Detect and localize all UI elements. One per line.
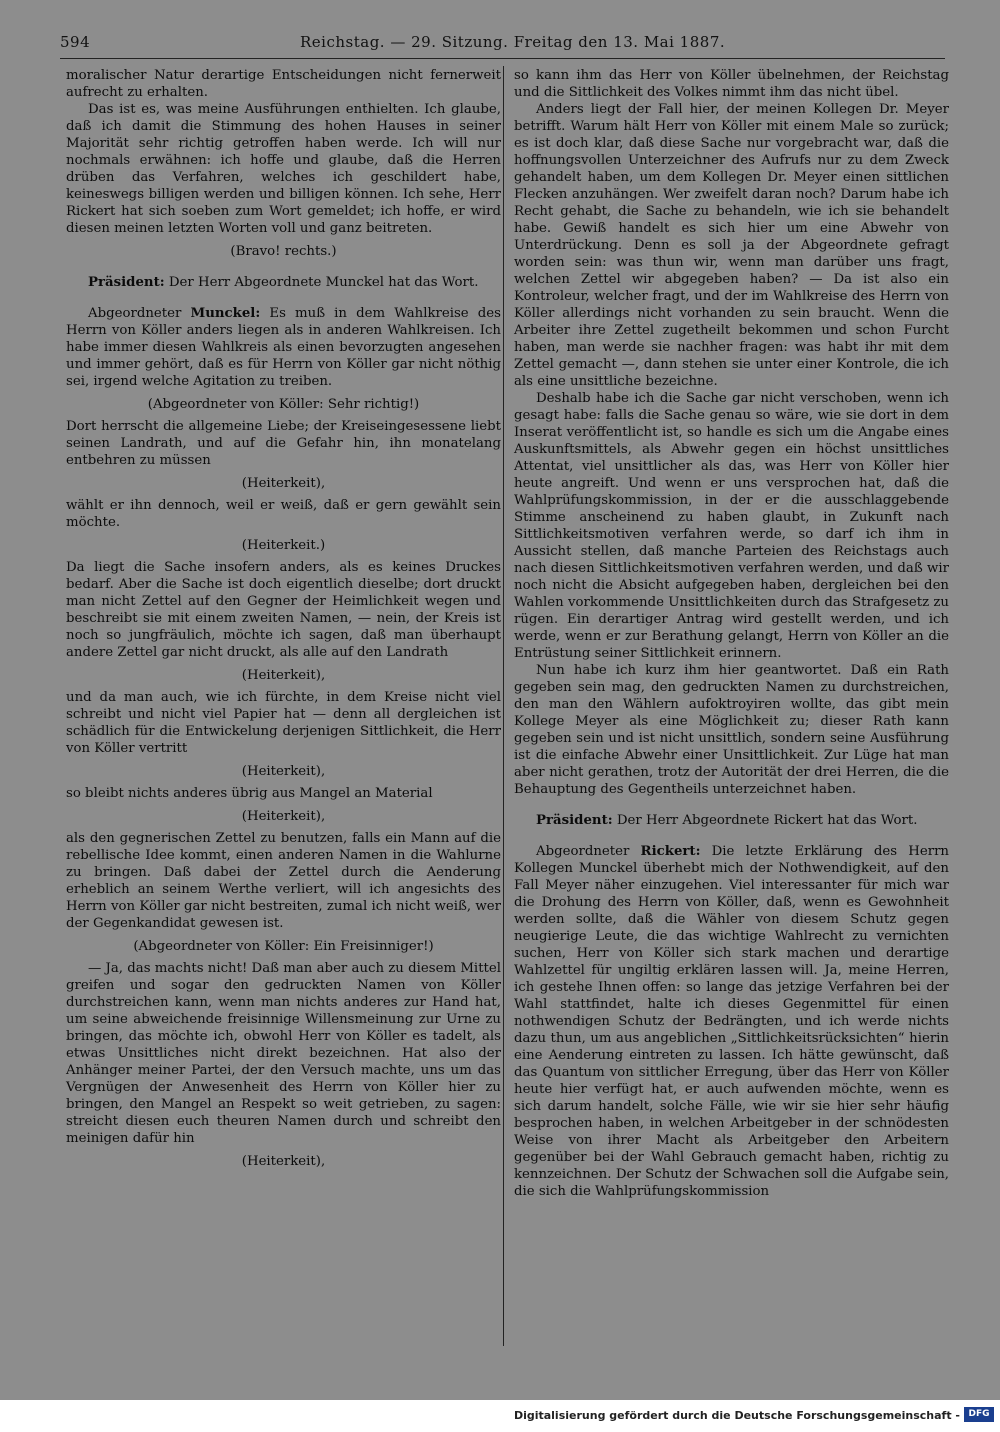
interjection: (Bravo! rechts.) [230, 244, 337, 259]
body-paragraph: und da man auch, wie ich fürchte, in dem Kreise nicht viel schreibt und nicht viel Papier hat — denn all dergleichen ist schädlich für die Entwickelung derjenigen Sittlichkeit, die Herr von Köller vertritt [66, 690, 501, 756]
speech-text: Der Herr Abgeordnete Munckel hat das Wort. [164, 275, 479, 290]
interjection: (Abgeordneter von Köller: Ein Freisinniger!) [133, 939, 434, 954]
header-rule [60, 58, 945, 59]
body-paragraph: Deshalb habe ich die Sache gar nicht verschoben, wenn ich gesagt habe: falls die Sache genau so wäre, wie sie dort in dem Inserat veröffentlicht ist, so handle es sich um die Angabe eines Auskunftsmittels, als Abwehr gegen ein höchst unsittliches Attentat, viel unsittlicher als das, was Herr von Köller hier heute angreift. Und wenn er uns versprochen hat, daß die Wahlprüfungskommission, in der er die ausschlaggebende Stimme anscheinend zu haben glaubt, in Zukunft nach Sittlichkeitsmotiven verfahren werde, so darf ich ihm in Aussicht stellen, daß manche Parteien des Reichstags auch nach diesen Sittlichkeitsmotiven verfahren werden, und daß wir noch nicht die Absicht aufgegeben haben, dergleichen bei den Wahlen vorkommende Unsittlichkeiten durch das Strafgesetz zu rügen. Ein derartiger Antrag wird gestellt werden, und ich werde, wenn er zur Berathung gelangt, Herrn von Köller an die Entrüstung seiner Sittlichkeit erinnern. [514, 391, 949, 661]
interjection: (Heiterkeit), [241, 809, 326, 824]
speaker-paragraph [66, 305, 501, 390]
interjection: (Abgeordneter von Köller: Sehr richtig!) [147, 397, 420, 412]
column-divider [503, 66, 504, 1346]
speaker-paragraph [66, 274, 501, 291]
interjection: (Heiterkeit.) [241, 538, 326, 553]
page-header [60, 33, 945, 55]
speaker-name: Rickert: [640, 844, 701, 859]
body-paragraph: Dort herrscht die allgemeine Liebe; der Kreiseingesessene liebt seinen Landrath, und auf die Gefahr hin, ihn monatelang entbehren zu müssen [66, 419, 501, 468]
page-number: 594 [60, 33, 91, 51]
speaker-name: Präsident: [88, 275, 165, 290]
body-paragraph: wählt er ihn dennoch, weil er weiß, daß er gern gewählt sein möchte. [66, 498, 501, 530]
speaker-name: Präsident: [536, 813, 613, 828]
footer-bar [0, 1400, 1000, 1432]
speech-text: Der Herr Abgeordnete Rickert hat das Wort. [612, 813, 918, 828]
funding-credit: Digitalisierung gefördert durch die Deutsche Forschungsgemeinschaft - [513, 1409, 960, 1422]
body-paragraph: als den gegnerischen Zettel zu benutzen, falls ein Mann auf die rebellische Idee kommt, einen anderen Namen in die Wahlurne zu bringen. Daß dabei der Zettel durch die Aenderung erheblich an seinem Werthe verliert, will ich angesichts des Herrn von Köller gar nicht bestreiten, zumal ich nicht weiß, wer der Gegenkandidat gewesen ist. [66, 831, 501, 931]
speech-text: Es muß in dem Wahlkreise des Herrn von Köller anders liegen als in anderen Wahlkreisen. Ich habe immer diesen Wahlkreis als einen bevorzugten angesehen und immer gehört, daß es für Herrn von Köller gar nicht nöthig sei, irgend welche Agitation zu treiben. [66, 306, 501, 389]
interjection: (Heiterkeit), [241, 1154, 326, 1169]
speaker-title: Abgeordneter [88, 306, 191, 321]
interjection: (Heiterkeit), [241, 764, 326, 779]
left-column [66, 67, 501, 1175]
body-paragraph: Da liegt die Sache insofern anders, als es keines Druckes bedarf. Aber die Sache ist doch eigentlich dieselbe; dort druckt man nicht Zettel auf den Gegner der Heimlichkeit wegen und beschreibt sie mit einem zweiten Namen, — nein, der Kreis ist noch so jungfräulich, möchte ich sagen, daß man überhaupt andere Zettel gar nicht druckt, als alle auf den Landrath [66, 560, 501, 660]
dfg-logo: DFG [964, 1407, 994, 1422]
speech-text: Die letzte Erklärung des Herrn Kollegen Munckel überhebt mich der Nothwendigkeit, auf den Fall Meyer näher einzugehen. Viel interessanter für mich war die Drohung des Herrn von Köller, daß, wenn es Gewohnheit werden sollte, daß die Wähler von diesem Schutz gegen neugierige Leute, die das wichtige Wahlrecht zu vernichten suchen, Herr von Köller sich stark machen und derartige Wahlzettel für ungiltig erklären lassen will. Ja, meine Herren, ich gestehe Ihnen offen: so lange das jetzige Verfahren bei der Wahl stattfindet, halte ich dieses Gegenmittel für einen nothwendigen Schutz der Bedrängten, und ich werde nichts dazu thun, um aus angeblichen „Sittlichkeitsrücksichten“ hierin eine Aenderung eintreten zu lassen. Ich hätte gewünscht, daß das Quantum von sittlicher Erregung, über das Herr von Köller heute hier verfügt hat, er auch aufwenden möchte, wenn es sich darum handelt, solche Fälle, wie wir sie hier sehr häufig besprochen haben, in welchen Arbeitgeber in der schnödesten Weise von ihrer Macht als Arbeitgeber den Arbeitern gegenüber bei der Wahl Gebrauch gemacht haben, richtig zu kennzeichnen. Der Schutz der Schwachen soll die Aufgabe sein, die sich die Wahlprüfungskommission [514, 844, 949, 1199]
interjection: (Heiterkeit), [241, 476, 326, 491]
interjection: (Heiterkeit), [241, 668, 326, 683]
body-paragraph: so bleibt nichts anderes übrig aus Mangel an Material [66, 786, 433, 801]
speaker-title: Abgeordneter [536, 844, 641, 859]
body-paragraph: moralischer Natur derartige Entscheidungen nicht fernerweit aufrecht zu erhalten. [66, 68, 501, 100]
body-paragraph: so kann ihm das Herr von Köller übelnehmen, der Reichstag und die Sittlichkeit des Volkes nimmt ihm das nicht übel. [514, 68, 949, 100]
body-paragraph: Das ist es, was meine Ausführungen enthielten. Ich glaube, daß ich damit die Stimmung des hohen Hauses in seiner Majorität sehr richtig getroffen haben werde. Ich will nur nochmals erwähnen: ich hoffe und glaube, daß die Herren drüben das Verfahren, welches ich geschildert habe, keineswegs billigen werden und billigen können. Ich sehe, Herr Rickert hat sich soeben zum Wort gemeldet; ich hoffe, er wird diesen meinen letzten Worten voll und ganz beitreten. [66, 102, 501, 236]
speaker-paragraph [514, 843, 949, 1200]
body-paragraph: Nun habe ich kurz ihm hier geantwortet. Daß ein Rath gegeben sein mag, den gedruckten Namen zu durchstreichen, den man den Wählern aufoktroyiren wollte, das gibt mein Kollege Meyer als eine Möglichkeit zu; dieser Rath kann gegeben sein und ist nicht unsittlich, sondern seine Ausführung ist die einfache Abwehr einer Unsittlichkeit. Zur Lüge hat man aber nicht gerathen, trotz der Autorität der drei Herren, die die Behauptung des Gegentheils unterzeichnet haben. [514, 663, 949, 797]
speaker-paragraph [514, 812, 949, 829]
body-paragraph: Anders liegt der Fall hier, der meinen Kollegen Dr. Meyer betrifft. Warum hält Herr von Köller mit einem Male so zurück; es ist doch klar, daß diese Sache nur vorgebracht war, daß die hoffnungsvollen Unterzeichner des Aufrufs nur zu dem Zweck gehandelt haben, um dem Kollegen Dr. Meyer einen sittlichen Flecken anzuhängen. Wer zweifelt daran noch? Darum habe ich Recht gehabt, die Sache zu behandeln, wie ich sie behandelt habe. Gewiß handelt es sich hier um eine Abwehr von Unterdrückung. Denn es soll ja der Abgeordnete gefragt worden sein: was thun wir, wenn man darüber uns fragt, welchen Zettel wir abgegeben haben? — Da ist also ein Kontroleur, welcher fragt, und der im Wahlkreise des Herrn von Köller allerdings nicht vorhanden zu sein braucht. Wenn die Arbeiter ihre Zettel zugetheilt bekommen und schon Furcht haben, man werde sie nachher fragen: was habt ihr mit dem Zettel gemacht —, dann stehen sie unter einer Kontrole, die ich als eine unsittliche bezeichne. [514, 102, 949, 389]
speaker-name: Munckel: [190, 306, 261, 321]
running-title: Reichstag. — 29. Sitzung. Freitag den 13. Mai 1887. [300, 33, 726, 51]
body-paragraph: — Ja, das machts nicht! Daß man aber auch zu diesem Mittel greifen und sogar den gedruckten Namen von Köller durchstreichen kann, wenn man nichts anderes zur Hand hat, um seine abweichende freisinnige Willensmeinung zur Urne zu bringen, das möchte ich, obwohl Herr von Köller es tadelt, als etwas Unsittliches nicht direkt bezeichnen. Hat also der Anhänger meiner Partei, der den Versuch machte, uns um das Vergnügen der Anwesenheit des Herrn von Köller hier zu bringen, den Mangel an Respekt so weit getrieben, zu sagen: streicht diesen euch theuren Namen durch und schreibt den meinigen dafür hin [66, 961, 501, 1146]
right-column [514, 67, 949, 1200]
